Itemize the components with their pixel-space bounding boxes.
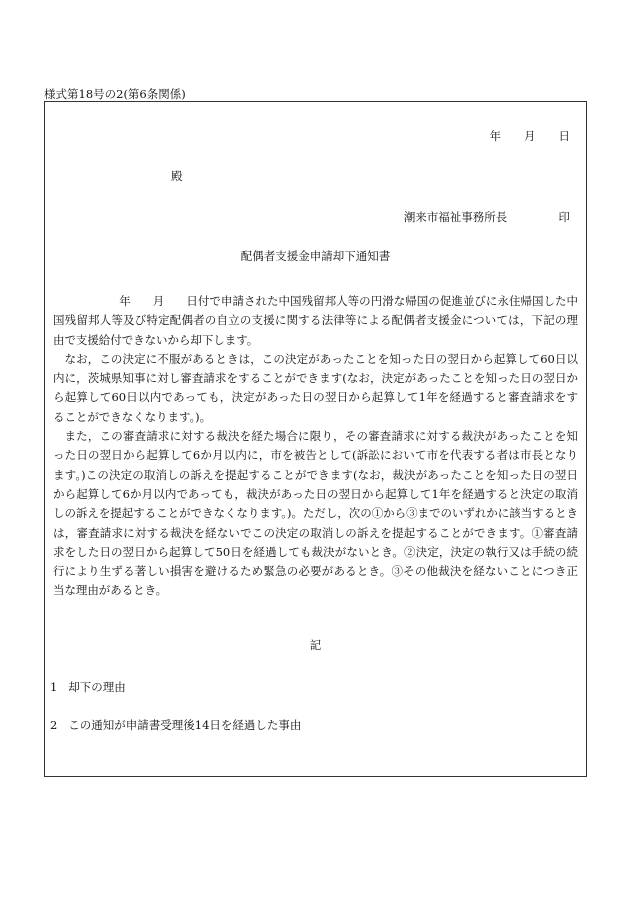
document-title: 配偶者支援金申請却下通知書 [240, 249, 391, 263]
item-label: 却下の理由 [68, 680, 126, 694]
issuer-name: 潮来市福祉事務所長 [403, 210, 508, 224]
issuer [404, 209, 570, 225]
blank-month: 月 [152, 294, 165, 308]
form-number: 様式第18号の2(第6条関係) [44, 87, 186, 101]
seal-mark: 印 [558, 210, 570, 224]
notice-body [53, 292, 578, 601]
item-number: 1 [50, 680, 58, 694]
paragraph-decision [53, 292, 578, 350]
item-delay-reason [50, 717, 301, 733]
paragraph-decision-text: 日付で申請された中国残留邦人等の円滑な帰国の促進並びに永住帰国した中国残留邦人等及び特定配偶者の自立の支援に関する法律等による配偶者支援金については，下記の理由で支援給付できないから却下します。 [53, 294, 579, 347]
item-number: 2 [50, 718, 58, 732]
paragraph-lawsuit: また，この審査請求に対する裁決を経た場合に限り，その審査請求に対する裁決があったことを知った日の翌日から起算して6か月以内に，市を被告として(訴訟において市を代表する者は市長となります。)この決定の取消しの訴えを提起することができます(なお，裁決があったことを知った日の翌日から起算して6か月以内であっても，裁決があった日の翌日から起算して1年を経過すると決定の取消しの訴えを提起することができなくなります。)。ただし，次の①から③までのいずれかに該当するときは，審査請求に対する裁決を経ないでこの決定の取消しの訴えを提起することができます。①審査請求をした日の翌日から起算して50日を経過しても裁決がないとき。②決定，決定の執行又は手続の続行により生ずる著しい損害を避けるため緊急の必要があるとき。③その他裁決を経ないことにつき正当な理由があるとき。 [53, 429, 578, 598]
ki-heading: 記 [309, 638, 322, 652]
addressee: 殿 [171, 169, 183, 183]
blank-year: 年 [119, 294, 131, 308]
item-label: この通知が申請書受理後14日を経過した事由 [68, 718, 302, 732]
paragraph-appeal: なお，この決定に不服があるときは，この決定があったことを知った日の翌日から起算して60日以内に，茨城県知事に対し審査請求をすることができます(なお，決定があったことを知った日の翌日から起算して60日以内であっても，決定があった日の翌日から起算して1年を経過すると審査請求をすることができなくなります。)。 [53, 351, 578, 424]
item-reason [50, 679, 126, 695]
notice-frame [44, 101, 587, 777]
date-line: 年 月 日 [489, 129, 570, 143]
